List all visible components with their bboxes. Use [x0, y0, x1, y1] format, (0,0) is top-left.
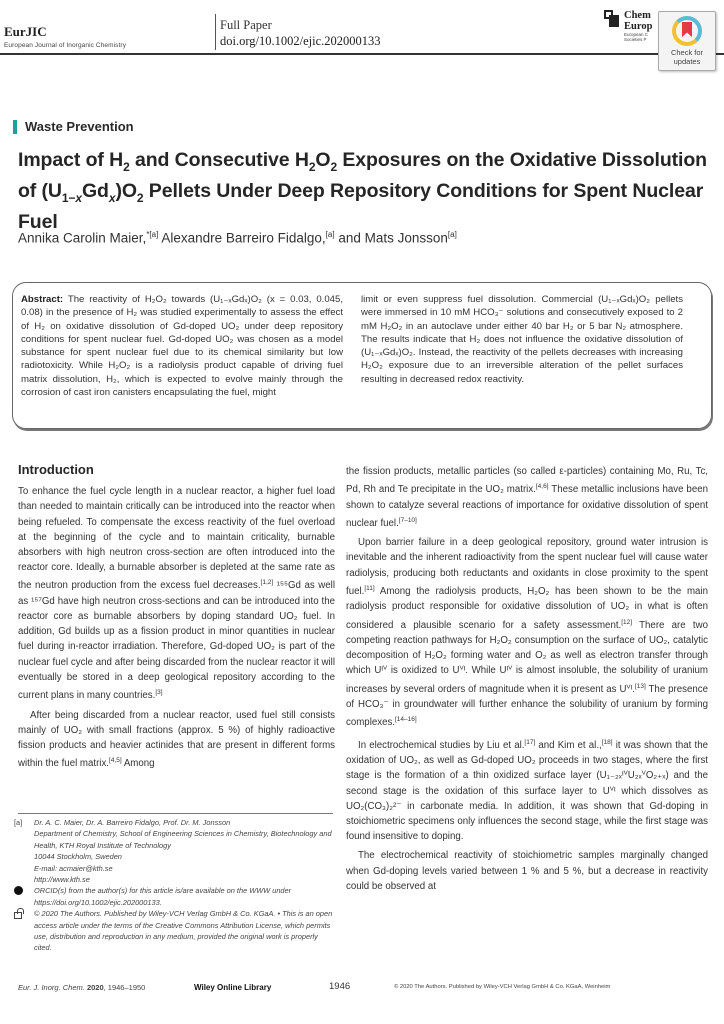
license-footnote [14, 908, 336, 954]
check-updates-label2: updates [673, 57, 701, 66]
header-divider [215, 14, 216, 50]
logo-sub-line2: Societies P [624, 37, 647, 42]
citation-ref[interactable]: [12] [621, 618, 633, 626]
body-column-right [346, 464, 708, 898]
section-tag [13, 119, 134, 134]
logo-square-filled-icon [609, 15, 619, 27]
author-affil: [a] [325, 230, 335, 239]
author-name[interactable]: Alexandre Barreiro Fidalgo, [158, 230, 326, 246]
citation-ref[interactable]: [4,6] [535, 483, 549, 491]
paragraph: The electrochemical reactivity of stoichiometric samples marginally changed when Gd-doping levels varied between 1 % and 5 %, but a decrease in reactivity could be observed at [346, 850, 708, 892]
author-affil: [a] [447, 230, 457, 239]
affiliation-authors: Dr. A. C. Maier, Dr. A. Barreiro Fidalgo, Prof. Dr. M. Jonsson [34, 818, 231, 827]
citation-ref[interactable]: [18] [601, 738, 613, 746]
author-name[interactable]: Annika Carolin Maier, [18, 230, 147, 246]
abstract-col-left [21, 293, 343, 428]
page-number: 1946 [329, 981, 351, 992]
paragraph: In electrochemical studies by Liu et al.[17] and Kim et al.,[18] it was shown that the oxidation of UO₂, as well as Gd-doped UO₂ proceeds in two stages, where the first stage is the formation of a thin oxidized surface layer (U₁₋₂ₓᴵⱽU₂ₓⱽO₂₊ₓ) and the second stage is the oxidation of this surface layer to Uⱽᴵ which dissolves as UO₂(CO₃)₂²⁻ in carbonate media. In addition, it was shown that Gd-doping in stoichiometric specimens only influences the second stage, while the first stage was found insensitive to doping. [346, 738, 708, 843]
section-accent-bar [13, 120, 17, 134]
license-text: © 2020 The Authors. Published by Wiley-VCH Verlag GmbH & Co. KGaA. • This is an open access article under the terms of the Creative Commons Attribution License, which permits use, distribution and reproduction in any medium, provided the original work is properly cited. [34, 909, 333, 953]
footnote-rule [18, 813, 333, 814]
citation-ref[interactable]: [11] [364, 584, 375, 592]
paragraph: To enhance the fuel cycle length in a nuclear reactor, a higher fuel load than needed to maintain critically can be introduced into the reactor when being refueled. To compensate the excess reactivity of the fuel overload at the beginning of the cycle and to maintain criticality, burnable absorbers with high neutron cross-section are often introduced into the reactor core. Ideally, a burnable absorber is depleted at the same rate as the neutron production from the excess fuel decreases.[1,2] ¹⁵⁵Gd as well as ¹⁵⁷Gd have high neutron cross-sections and can be introduced into the reactor core as burnable absorbers by doping standard UO₂ fuel. In addition, Gd builds up as a fission product in minor quantities in nuclear fuel during in-reactor irradiation. Therefore, Gd-doped UO₂ is part of the nuclear fuel cycle and after being discarded from the nuclear reactor it will eventually be stored in a deep geological repository according to the current plans in many countries.[3] [18, 486, 335, 702]
orcid-footnote [14, 885, 336, 908]
bookmark-icon [682, 22, 692, 37]
author-list [18, 230, 457, 246]
header-rule [0, 53, 724, 55]
abstract-label: Abstract: [21, 294, 64, 305]
abstract-text-right: limit or even suppress fuel dissolution. Commercial (U₁₋ₓGdₓ)O₂ pellets were immersed in 10 mM HCO₃⁻ solutions and consecutively exposed to 2 mM H₂O₂ in an autoclave under either 40 bar H₂ or 5 bar N₂ atmosphere. The results indicate that H₂ does not influence the oxidative dissolution of (U₁₋ₓGdₓ)O₂. Instead, the reactivity of the pellets decreases with increasing H₂O₂ exposure due to an irreversible alteration of the pellet surfaces resulting in decreased redox reactivity. [361, 294, 683, 385]
affiliation-email[interactable]: E-mail: acmaier@kth.se [34, 863, 113, 873]
paper-info [220, 18, 381, 49]
affiliation-mark: [a] [14, 818, 23, 827]
citation-ref[interactable]: [13] [634, 682, 646, 690]
citation-ref[interactable]: [14–16] [395, 716, 417, 724]
abstract-box [12, 282, 712, 429]
paragraph: Upon barrier failure in a deep geological repository, ground water intrusion is inevitable and the inherent radioactivity from the spent nuclear fuel will cause water radiolysis, producing both reductants and oxidants in close proximity to the spent fuel.[11] Among the radiolysis products, H₂O₂ has been shown to be the main radiolysis product responsible for oxidative dissolution of UO₂ in what is often considered a plausible scenario for a safety assessment.[12] There are two competing reaction pathways for H₂O₂ consumption on the surface of UO₂, catalytic decomposition of H₂O₂ forming water and O₂ as well as electron transfer through which Uᴵⱽ is oxidized to Uⱽᴵ. While Uᴵⱽ is almost insoluble, the solubility of uranium increases by several orders of magnitude when it is present as Uⱽᴵ.[13] The presence of HCO₃⁻ in groundwater will further enhance the solubility of uranium by forming complexes.[14–16] [346, 537, 708, 729]
wiley-online-library-link[interactable]: Wiley Online Library [194, 983, 272, 992]
citation: Eur. J. Inorg. Chem. 2020, 1946–1950 [18, 983, 146, 992]
section-label: Waste Prevention [25, 119, 134, 134]
paper-type: Full Paper [220, 18, 272, 32]
paragraph: the fission products, metallic particles (so called ε-particles) containing Mo, Ru, Tc, Pd, Rh and Te precipitate in the UO₂ matrix.[4,6] These metallic inclusions have been shown to catalyze several reactions of importance for oxidative dissolution of spent nuclear fuel.[7–10] [346, 466, 708, 530]
check-updates-label1: Check for [670, 48, 704, 57]
journal-masthead [4, 24, 126, 49]
affiliation-department: Department of Chemistry, School of Engineering Sciences in Chemistry, Biotechnology and Health, KTH Royal Institute of Technology [34, 829, 332, 850]
doi-link[interactable]: doi.org/10.1002/ejic.202000133 [220, 34, 381, 48]
citation-ref[interactable]: [1,2] [260, 579, 274, 587]
check-for-updates-badge[interactable] [658, 11, 716, 71]
body-column-left [18, 462, 335, 776]
logo-text-line1: Chem [624, 10, 651, 21]
crossmark-icon [672, 16, 702, 46]
logo-sub-line1: European C [624, 32, 649, 37]
author-affil: *[a] [146, 230, 159, 239]
logo-text-line2: Europ [624, 21, 653, 32]
journal-abbr: EurJIC [4, 24, 47, 39]
paragraph: After being discarded from a nuclear reactor, used fuel still consists mainly of UO₂ with small fractions (approx. 5 %) of highly radioactive fission products and heavier actinides that are present in different forms within the fuel matrix.[4,5] Among [18, 709, 335, 770]
open-access-lock-icon [14, 912, 22, 919]
affiliation-address: 10044 Stockholm, Sweden [34, 852, 122, 862]
section-heading: Introduction [18, 462, 94, 477]
article-title: Impact of $H_2$ and Consecutive $H_2O_2$ Exposures on the Oxidative Dissolution of $(U_{1-x}Gd_x)O_2$ Pellets Under Deep Repository Conditions for Spent Nuclear Fuel [18, 149, 707, 233]
citation-ref[interactable]: [17] [524, 738, 536, 746]
copyright-notice: © 2020 The Authors. Published by Wiley-VCH Verlag GmbH & Co. KGaA, Weinheim [394, 984, 611, 990]
citation-ref[interactable]: [4,5] [109, 757, 122, 765]
abstract-col-right [361, 293, 683, 428]
orcid-text[interactable]: ORCID(s) from the author(s) for this article is/are available on the WWW under https://doi.org/10.1002/ejic.202000133. [34, 886, 292, 907]
abstract-text-left: The reactivity of H₂O₂ towards (U₁₋ₓGdₓ)O₂ (x = 0.03, 0.045, 0.08) in the presence of H₂ was studied experimentally to assess the effect of H₂ on oxidative dissolution of Gd-doped UO₂ under deep repository conditions for spent nuclear fuel. Gd-doped UO₂ was chosen as a model substance for spent nuclear fuel due to its chemical similarity but low radiotoxicity. While H₂O₂ is a radiolysis product capable of driving fuel matrix dissolution, H₂, which is expected to evolve mainly through the corrosion of cast iron canisters encapsulating the fuel, might [21, 294, 343, 399]
citation-ref[interactable]: [7–10] [398, 516, 417, 524]
affiliation-website[interactable]: http://www.kth.se [34, 875, 90, 885]
affiliation-footnote [14, 817, 336, 885]
author-name[interactable]: and Mats Jonsson [334, 230, 448, 246]
footnotes [14, 817, 336, 954]
citation-ref[interactable]: [3] [155, 689, 163, 697]
orcid-icon [14, 886, 23, 895]
journal-full-name: European Journal of Inorganic Chemistry [4, 42, 127, 49]
chemistry-europe-logo [604, 10, 664, 50]
